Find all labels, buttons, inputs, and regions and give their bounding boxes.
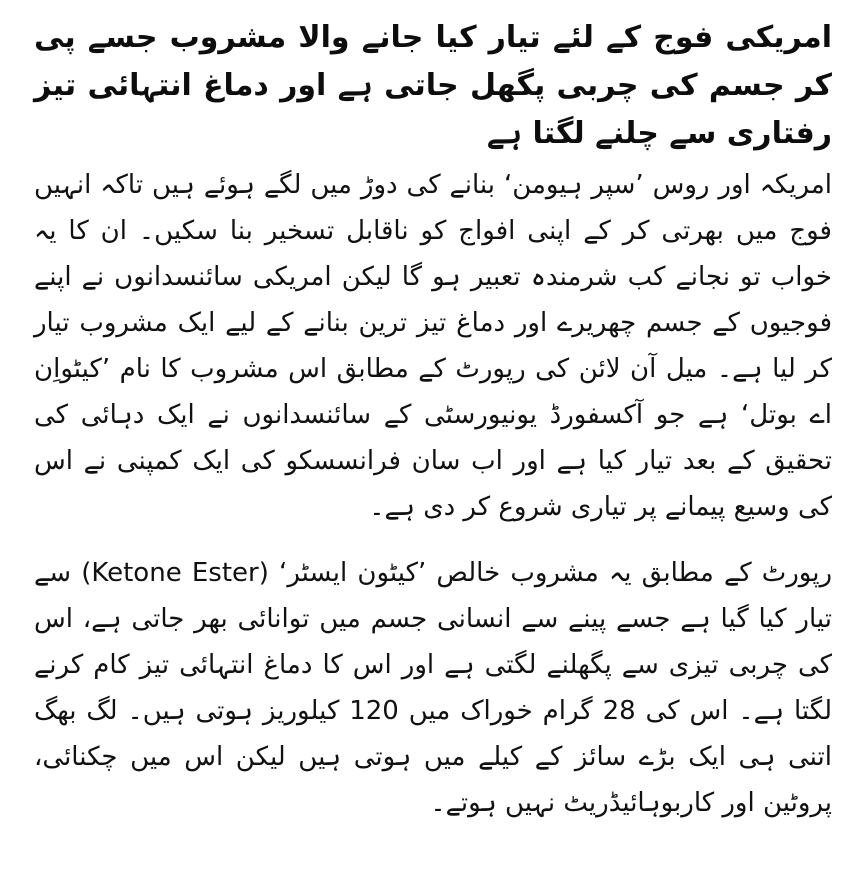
article-headline: امریکی فوج کے لئے تیار کیا جانے والا مشروب جسے پی کر جسم کی چربی پگھل جاتی ہے اور دماغ انتہائی تیز رفتاری سے چلنے لگتا ہے bbox=[34, 20, 832, 151]
article bbox=[34, 14, 832, 846]
article-paragraph-1: امریکہ اور روس ’سپر ہیومن‘ بنانے کی دوڑ میں لگے ہوئے ہیں تاکہ انہیں فوج میں بھرتی کر کے اپنی افواج کو ناقابل تسخیر بنا سکیں۔ ان کا یہ خواب تو نجانے کب شرمندہ تعبیر ہو گا لیکن امریکی سائنسدانوں نے اپنے فوجیوں کے جسم چھریرے اور دماغ تیز ترین بنانے کے لیے ایک مشروب تیار کر لیا ہے۔ میل آن لائن کی رپورٹ کے مطابق اس مشروب کا نام ’کیٹواِن اے بوتل‘ ہے جو آکسفورڈ یونیورسٹی کے سائنسدانوں نے ایک دہائی کی تحقیق کے بعد تیار کیا ہے اور اب سان فرانسسکو کی ایک کمپنی نے اس کی وسیع پیمانے پر تیاری شروع کر دی ہے۔ bbox=[34, 170, 832, 522]
article-paragraph-2: رپورٹ کے مطابق یہ مشروب خالص ’کیٹون ایسٹر‘ (Ketone Ester) سے تیار کیا گیا ہے جسے پینے سے انسانی جسم میں توانائی بھر جاتی ہے، اس کی چربی تیزی سے پگھلنے لگتی ہے اور اس کا دماغ انتہائی تیز کام کرنے لگتا ہے۔ اس کی 28 گرام خوراک میں 120 کیلوریز ہوتی ہیں۔ لگ بھگ اتنی ہی ایک بڑے سائز کے کیلے میں ہوتی ہیں لیکن اس میں چکنائی، پروٹین اور کاربوہائیڈریٹ نہیں ہوتے۔ bbox=[34, 558, 833, 818]
